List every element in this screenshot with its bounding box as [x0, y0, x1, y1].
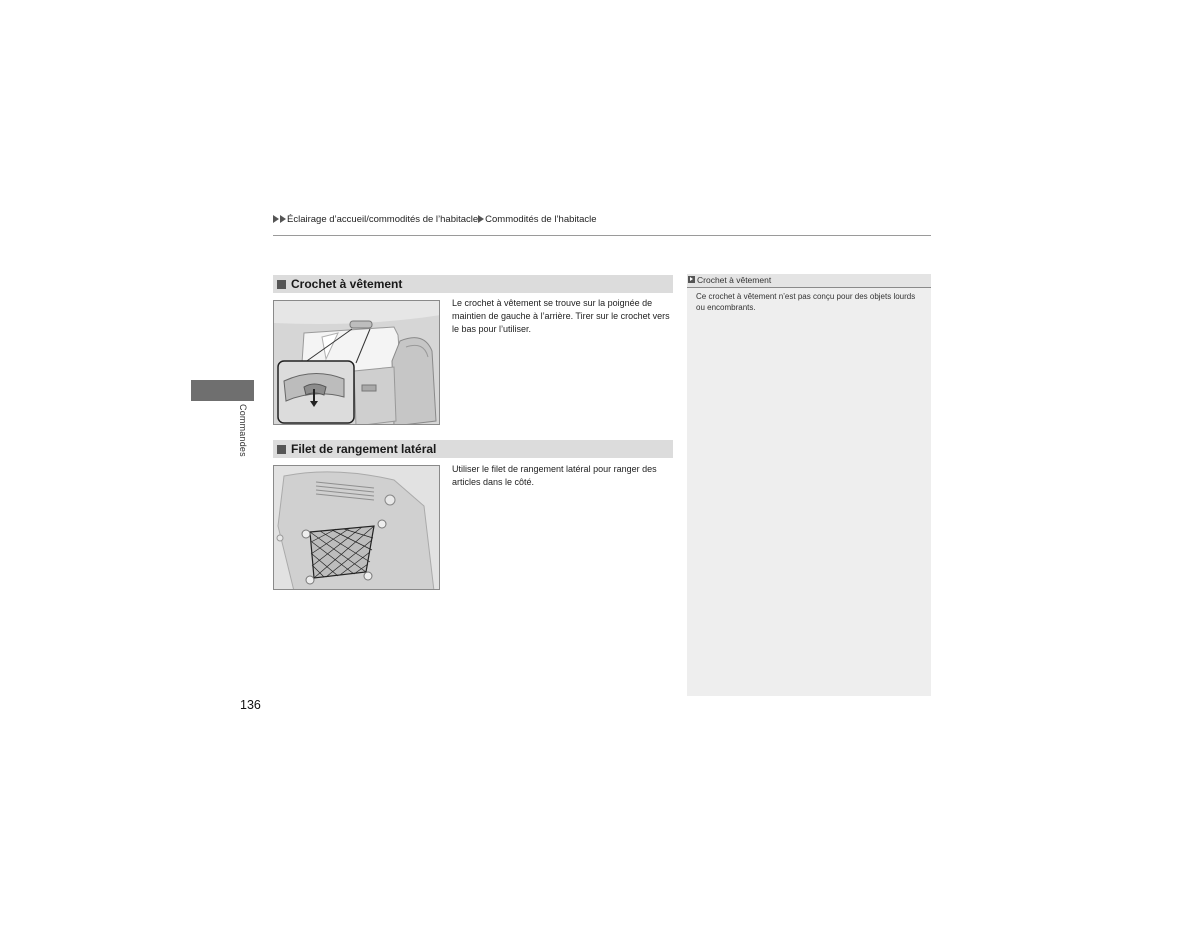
- sidebar-note-text: Ce crochet à vêtement n’est pas conçu pour des objets lourds ou encombrants.: [696, 292, 916, 312]
- sidebar-note-header: [687, 274, 931, 288]
- breadcrumb-arrow-icon: [478, 215, 484, 223]
- breadcrumb-part-1[interactable]: Éclairage d’accueil/commodités de l’habitacle: [287, 214, 479, 225]
- header-divider: [273, 235, 931, 236]
- side-net-illustration: [273, 465, 440, 590]
- section-heading-coat-hook: [273, 275, 673, 293]
- breadcrumb-arrow-icon: [280, 215, 286, 223]
- section-square-icon: [277, 280, 286, 289]
- sidebar-note-title: Crochet à vêtement: [697, 275, 772, 285]
- page-number: 136: [240, 698, 261, 712]
- section-square-icon: [277, 445, 286, 454]
- breadcrumb-arrow-icon: [273, 215, 279, 223]
- section-title: Filet de rangement latéral: [291, 442, 437, 456]
- section-heading-side-net: [273, 440, 673, 458]
- breadcrumb: [273, 214, 597, 225]
- reference-arrow-icon: [688, 276, 695, 283]
- coat-hook-illustration: [273, 300, 440, 425]
- chapter-tab-label: Commandes: [238, 404, 248, 457]
- breadcrumb-part-2[interactable]: Commodités de l’habitacle: [485, 214, 597, 225]
- chapter-tab: [191, 380, 254, 401]
- section-body-text: Utiliser le filet de rangement latéral pour ranger des articles dans le côté.: [452, 464, 657, 487]
- section-title: Crochet à vêtement: [291, 277, 403, 291]
- sidebar-note-box: [687, 274, 931, 696]
- section-body-text: Le crochet à vêtement se trouve sur la poignée de maintien de gauche à l’arrière. Tirer sur le crochet vers le bas pour l’utiliser.: [452, 298, 670, 334]
